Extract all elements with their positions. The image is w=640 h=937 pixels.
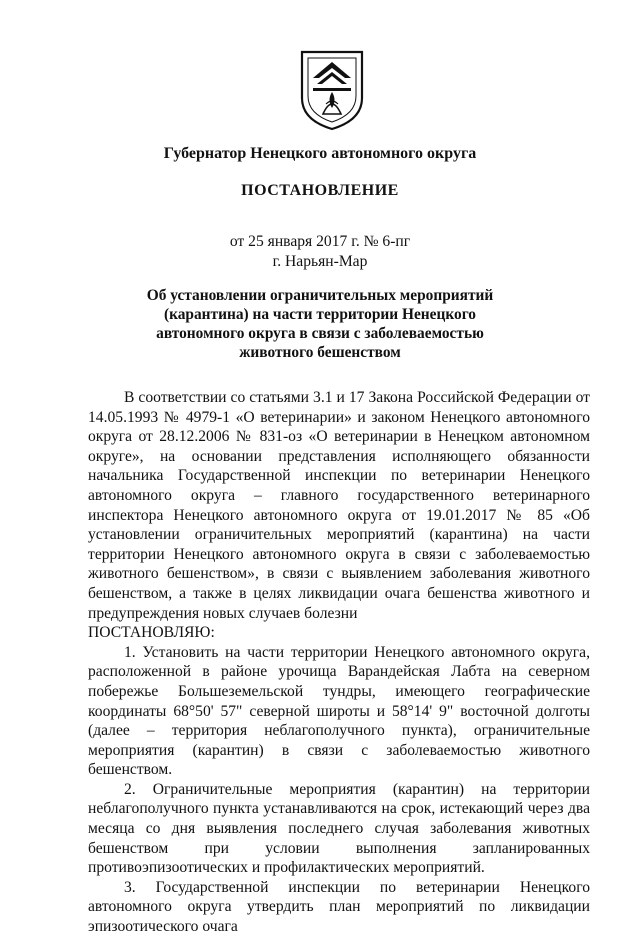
- subject-line: автономного округа в связи с заболеваемостью: [156, 325, 484, 342]
- issuing-authority: Губернатор Ненецкого автономного округа: [163, 145, 477, 162]
- coat-of-arms-icon: [299, 48, 365, 132]
- subject-line: животного бешенством: [239, 344, 401, 361]
- city: г. Нарьян-Мар: [272, 253, 368, 270]
- subject-line: (карантина) на части территории Ненецкого: [163, 306, 477, 323]
- clause-3: 3. Государственной инспекции по ветеринарии Ненецкого автономного округа утвердить план мероприятий по ликвидации эпизоотического очага: [88, 878, 590, 936]
- preamble-paragraph: В соответствии со статьями 3.1 и 17 Закона Российской Федерации от 14.05.1993 № 4979-1 «О ветеринарии» и законом Ненецкого автономного округа от 28.12.2006 № 831-оз «О ветеринарии в Ненецком автономном округе», на основании представления исполняющего обязанности начальника Государственной инспекции по ветеринарии Ненецкого автономного округа – главного государственного ветеринарного инспектора Ненецкого автономного округа от 19.01.2017 № 85 «Об установлении ограничительных мероприятий (карантина) на части территории Ненецкого автономного округа в связи с заболеваемостью животного бешенством», в связи с выявлением заболевания животного бешенством, а также в целях ликвидации очага бешенства животного и предупреждения новых случаев болезни: [88, 389, 590, 622]
- date-number: от 25 января 2017 г. № 6-пг: [229, 233, 411, 250]
- document-subject: [0, 286, 640, 362]
- document-type: ПОСТАНОВЛЕНИЕ: [241, 182, 399, 199]
- document-meta: [0, 232, 640, 272]
- clause-1: 1. Установить на части территории Ненецкого автономного округа, расположенной в районе урочища Варандейская Лабта на северном побережье Большеземельской тундры, имеющего географические координаты 68°50' 57" северной широты и 58°14' 9" восточной долготы (далее – территория неблагополучного пункта), ограничительные мероприятия (карантин) в связи с заболеваемостью животного бешенством.: [88, 643, 590, 779]
- subject-line: Об установлении ограничительных мероприятий: [146, 287, 494, 304]
- decree-word: ПОСТАНОВЛЯЮ:: [88, 624, 215, 642]
- document-body: [88, 388, 590, 937]
- clause-2: 2. Ограничительные мероприятия (карантин) на территории неблагополучного пункта устанавливаются на срок, истекающий через два месяца со дня выявления последнего случая заболевания животных бешенством при условии выполнения запланированных противоэпизоотических и профилактических мероприятий.: [88, 780, 590, 877]
